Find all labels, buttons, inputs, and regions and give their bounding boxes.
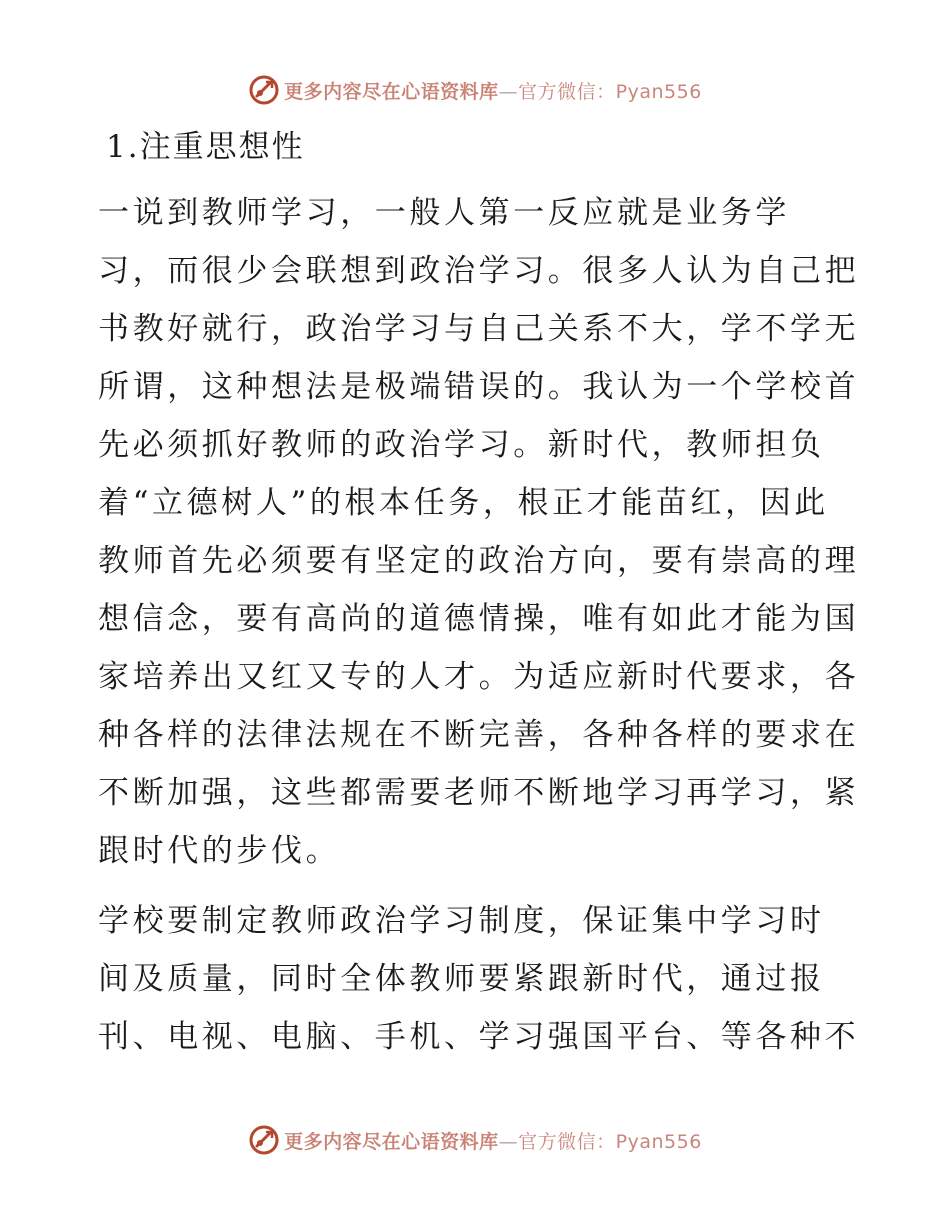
text-line: 家培养出又红又专的人才。为适应新时代要求，各 — [98, 659, 860, 695]
text-line: 先必须抓好教师的政治学习。新时代，教师担负 — [98, 427, 825, 463]
text-line: 种各样的法律法规在不断完善，各种各样的要求在 — [98, 717, 860, 753]
watermark-text — [284, 77, 702, 104]
paragraph-1 — [98, 184, 858, 880]
text-line: 间及质量，同时全体教师要紧跟新时代，通过报 — [98, 961, 825, 997]
watermark-wechat: 官方微信：Pyan556 — [518, 80, 702, 103]
text-line: 着“立德树人”的根本任务，根正才能苗红，因此 — [98, 485, 829, 521]
watermark-brand: 更多内容尽在心语资料库 — [284, 80, 499, 103]
paragraph-2 — [98, 892, 858, 1066]
text-line: 教师首先必须要有坚定的政治方向，要有崇高的理 — [98, 543, 860, 579]
watermark-separator: — — [498, 80, 519, 103]
text-line: 习，而很少会联想到政治学习。很多人认为自己把 — [98, 253, 860, 289]
text-line: 一说到教师学习，一般人第一反应就是业务学 — [98, 195, 790, 231]
section-heading: 1.注重思想性 — [106, 129, 305, 165]
text-line: 不断加强，这些都需要老师不断地学习再学习，紧 — [98, 775, 860, 811]
brand-logo-icon — [248, 74, 280, 106]
paragraph-gap — [98, 880, 858, 892]
text-line: 刊、电视、电脑、手机、学习强国平台、等各种不 — [98, 1019, 860, 1055]
text-line: 想信念，要有高尚的道德情操，唯有如此才能为国 — [98, 601, 860, 637]
watermark-wechat: 官方微信：Pyan556 — [518, 1130, 702, 1153]
text-line: 书教好就行，政治学习与自己关系不大，学不学无 — [98, 311, 860, 347]
document-body — [98, 122, 858, 1066]
watermark-brand: 更多内容尽在心语资料库 — [284, 1130, 499, 1153]
watermark-text — [284, 1127, 702, 1154]
brand-logo-icon — [248, 1124, 280, 1156]
watermark-separator: — — [498, 1130, 519, 1153]
text-line: 学校要制定教师政治学习制度，保证集中学习时 — [98, 903, 825, 939]
header-watermark — [0, 70, 950, 110]
text-line: 所谓，这种想法是极端错误的。我认为一个学校首 — [98, 369, 860, 405]
footer-watermark — [0, 1120, 950, 1160]
text-line: 跟时代的步伐。 — [98, 833, 341, 869]
